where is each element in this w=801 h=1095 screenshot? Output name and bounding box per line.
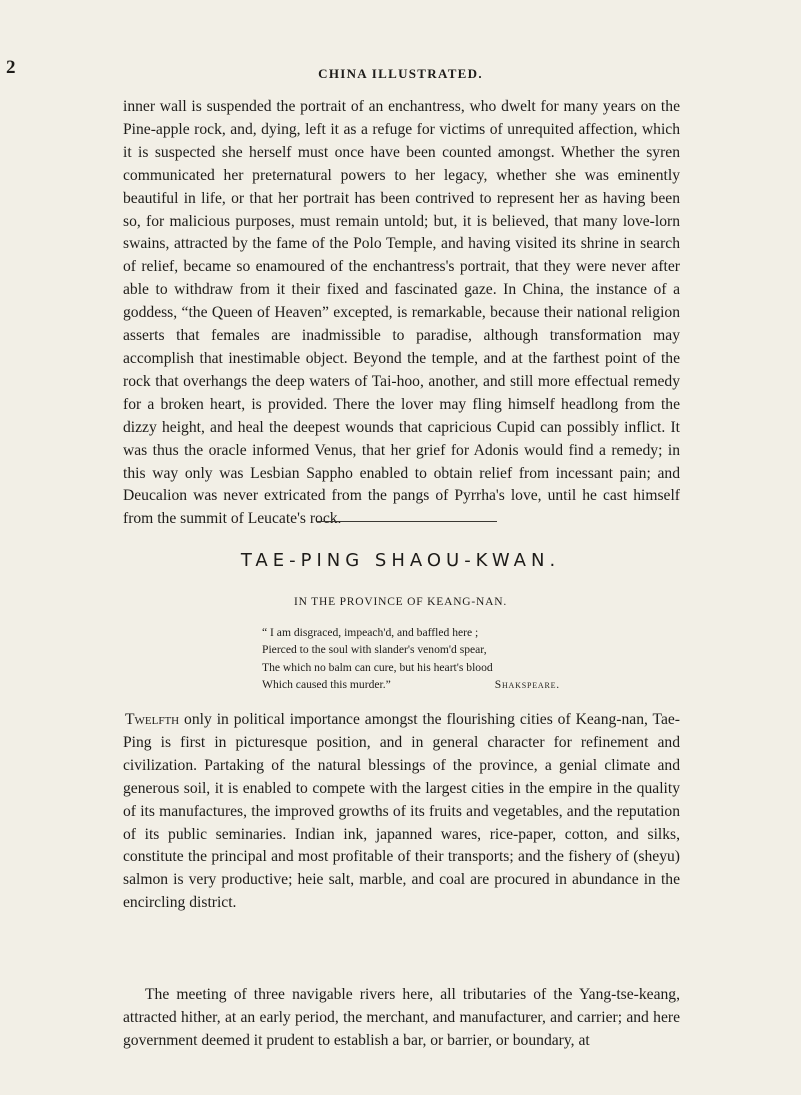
lead-word: Twelfth — [125, 711, 180, 728]
epigraph-line: Pierced to the soul with slander's venom'd spear, — [262, 643, 487, 657]
epigraph-attribution: Shakspeare. — [494, 678, 560, 691]
paragraph-text — [123, 709, 680, 915]
paragraph-text: inner wall is suspended the portrait of an enchantress, who dwelt for many years on the Pine-apple rock, and, dying, left it as a refuge for victims of unrequited affection, which it is suspected she herself must once have been counted amongst. Whether the syren communicated her preternatural powers to her legacy, whether she was eminently beautiful in life, or that her portrait has been contrived to represent her as having been so, for malicious purposes, must remain untold; but, it is believed, that many love-lorn swains, attracted by the fame of the Polo Temple, and having visited its shrine in search of relief, became so enamoured of the enchantress's portrait, that they were never after able to withdraw from it their fixed and fascinated gaze. In China, the instance of a goddess, “the Queen of Heaven” excepted, is remarkable, because their national religion asserts that females are inadmissible to paradise, although transformation may accomplish that inestimable object. Beyond the temple, and at the farthest point of the rock that overhangs the deep waters of Tai-hoo, another, and still more effectual remedy for a broken heart, is provided. There the lover may fling himself headlong from the dizzy height, and heal the deepest wounds that capricious Cupid can possibly inflict. It was thus the oracle informed Venus, that her grief for Adonis would find a remedy; in this way only was Lesbian Sappho enabled to obtain relief from incessant pain; and Deucalion was never extricated from the pangs of Pyrrha's love, until he cast himself from the summit of Leucate's rock. — [123, 98, 680, 528]
paragraph-final — [123, 984, 680, 1053]
page-number: 2 — [6, 57, 16, 78]
section-subtitle: IN THE PROVINCE OF KEANG-NAN. — [293, 596, 508, 608]
epigraph-line: “ I am disgraced, impeach'd, and baffled here ; — [262, 626, 479, 639]
paragraph-opening — [123, 709, 680, 915]
epigraph-line: Which caused this murder.” — [262, 678, 391, 692]
section-title: TAE-PING SHAOU-KWAN. — [240, 550, 561, 571]
paragraph-body: only in political importance amongst the flourishing cities of Keang-nan, Tae-Ping is first in picturesque position, and in general character for refinement and civilization. Partaking of the natural blessings of the province, a genial climate and generous soil, it is enabled to compete with the largest cities in the empire in the quality of its manufactures, the improved growths of its fruits and vegetables, and the reputation of its public seminaries. Indian ink, japanned wares, rice-paper, cotton, and silks, constitute the principal and most profitable of their transports; and the fishery of (sheyu) salmon is very productive; heie salt, marble, and coal are procured in abundance in the encircling district. — [123, 711, 680, 912]
section-divider — [316, 521, 497, 522]
paragraph-text: The meeting of three navigable rivers here, all tributaries of the Yang-tse-keang, attracted hither, at an early period, the merchant, and manufacturer, and carrier; and here government deemed it prudent to establish a bar, or barrier, or boundary, at — [123, 986, 680, 1049]
epigraph-line: The which no balm can cure, but his heart's blood — [262, 660, 493, 674]
paragraph-continuation — [123, 96, 680, 531]
epigraph — [262, 624, 562, 694]
running-head: CHINA ILLUSTRATED. — [318, 66, 483, 81]
